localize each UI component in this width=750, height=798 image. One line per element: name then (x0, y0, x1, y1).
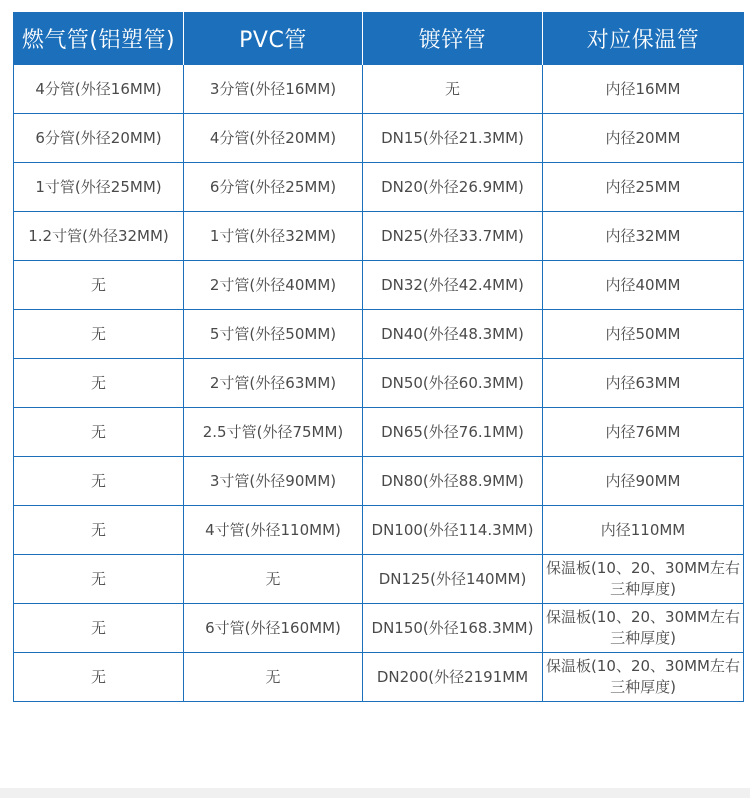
cell-pvc-pipe: 无 (184, 653, 363, 702)
cell-gas-pipe: 无 (14, 457, 184, 506)
table-row (14, 114, 744, 163)
cell-insulation-pipe: 内径50MM (543, 310, 744, 359)
cell-galvanized-pipe: DN150(外径168.3MM) (363, 604, 543, 653)
table-row (14, 163, 744, 212)
cell-gas-pipe: 无 (14, 604, 184, 653)
cell-galvanized-pipe: DN32(外径42.4MM) (363, 261, 543, 310)
cell-pvc-pipe: 5寸管(外径50MM) (184, 310, 363, 359)
cell-gas-pipe: 1.2寸管(外径32MM) (14, 212, 184, 261)
cell-insulation-pipe: 内径90MM (543, 457, 744, 506)
cell-insulation-pipe: 内径110MM (543, 506, 744, 555)
cell-galvanized-pipe: DN25(外径33.7MM) (363, 212, 543, 261)
table-row (14, 408, 744, 457)
cell-gas-pipe: 无 (14, 555, 184, 604)
table-row (14, 457, 744, 506)
cell-gas-pipe: 6分管(外径20MM) (14, 114, 184, 163)
header-gas-pipe: 燃气管(铝塑管) (14, 12, 184, 65)
table-header (14, 12, 744, 65)
cell-insulation-pipe: 内径16MM (543, 65, 744, 114)
header-row (14, 12, 744, 65)
cell-galvanized-pipe: DN50(外径60.3MM) (363, 359, 543, 408)
table-row (14, 604, 744, 653)
header-insulation-pipe: 对应保温管 (543, 12, 744, 65)
cell-gas-pipe: 无 (14, 506, 184, 555)
cell-gas-pipe: 1寸管(外径25MM) (14, 163, 184, 212)
cell-galvanized-pipe: 无 (363, 65, 543, 114)
pipe-spec-table (13, 12, 744, 702)
cell-galvanized-pipe: DN125(外径140MM) (363, 555, 543, 604)
cell-pvc-pipe: 3寸管(外径90MM) (184, 457, 363, 506)
cell-pvc-pipe: 4分管(外径20MM) (184, 114, 363, 163)
cell-pvc-pipe: 无 (184, 555, 363, 604)
cell-insulation-pipe: 内径25MM (543, 163, 744, 212)
cell-insulation-pipe: 内径76MM (543, 408, 744, 457)
pipe-spec-table-container (13, 12, 743, 702)
table-row (14, 359, 744, 408)
cell-gas-pipe: 无 (14, 310, 184, 359)
cell-pvc-pipe: 6寸管(外径160MM) (184, 604, 363, 653)
table-row (14, 555, 744, 604)
cell-galvanized-pipe: DN15(外径21.3MM) (363, 114, 543, 163)
cell-gas-pipe: 无 (14, 261, 184, 310)
cell-insulation-pipe: 内径40MM (543, 261, 744, 310)
cell-gas-pipe: 无 (14, 408, 184, 457)
cell-galvanized-pipe: DN80(外径88.9MM) (363, 457, 543, 506)
cell-gas-pipe: 4分管(外径16MM) (14, 65, 184, 114)
cell-insulation-pipe: 内径32MM (543, 212, 744, 261)
cell-galvanized-pipe: DN40(外径48.3MM) (363, 310, 543, 359)
cell-galvanized-pipe: DN200(外径2191MM (363, 653, 543, 702)
cell-insulation-pipe: 内径63MM (543, 359, 744, 408)
table-row (14, 506, 744, 555)
cell-insulation-pipe: 保温板(10、20、30MM左右三种厚度) (543, 653, 744, 702)
cell-pvc-pipe: 4寸管(外径110MM) (184, 506, 363, 555)
cell-insulation-pipe: 内径20MM (543, 114, 744, 163)
cell-pvc-pipe: 2寸管(外径63MM) (184, 359, 363, 408)
cell-galvanized-pipe: DN65(外径76.1MM) (363, 408, 543, 457)
header-galvanized-pipe: 镀锌管 (363, 12, 543, 65)
cell-gas-pipe: 无 (14, 359, 184, 408)
cell-pvc-pipe: 6分管(外径25MM) (184, 163, 363, 212)
cell-pvc-pipe: 2寸管(外径40MM) (184, 261, 363, 310)
cell-pvc-pipe: 2.5寸管(外径75MM) (184, 408, 363, 457)
cell-insulation-pipe: 保温板(10、20、30MM左右三种厚度) (543, 555, 744, 604)
table-row (14, 261, 744, 310)
cell-galvanized-pipe: DN100(外径114.3MM) (363, 506, 543, 555)
table-row (14, 310, 744, 359)
table-body (14, 65, 744, 702)
table-row (14, 212, 744, 261)
table-row (14, 653, 744, 702)
header-pvc-pipe: PVC管 (184, 12, 363, 65)
cell-pvc-pipe: 1寸管(外径32MM) (184, 212, 363, 261)
cell-gas-pipe: 无 (14, 653, 184, 702)
cell-galvanized-pipe: DN20(外径26.9MM) (363, 163, 543, 212)
table-row (14, 65, 744, 114)
bottom-divider-bar (0, 788, 750, 798)
cell-insulation-pipe: 保温板(10、20、30MM左右三种厚度) (543, 604, 744, 653)
cell-pvc-pipe: 3分管(外径16MM) (184, 65, 363, 114)
